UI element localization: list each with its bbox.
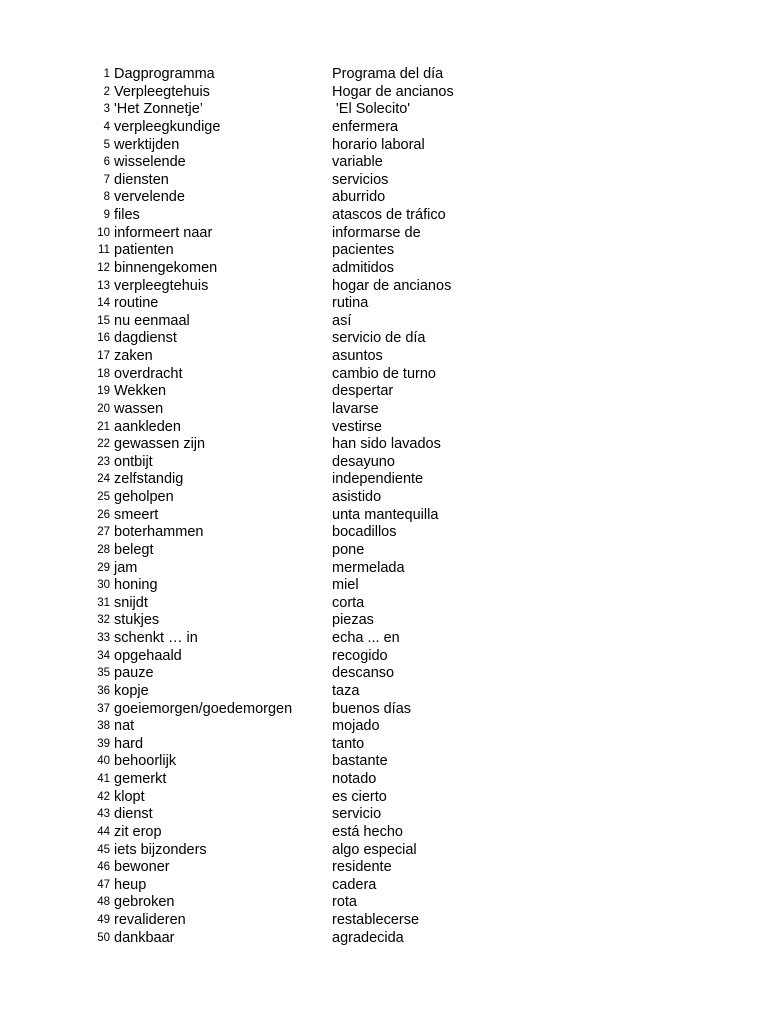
- dutch-term: belegt: [114, 541, 154, 558]
- vocab-row: [0, 242, 768, 260]
- spanish-translation: unta mantequilla: [332, 506, 439, 523]
- spanish-translation: buenos días: [332, 700, 412, 717]
- row-number: 27: [97, 526, 110, 539]
- row-number: 13: [97, 279, 110, 292]
- row-number: 12: [97, 261, 110, 274]
- row-number: 40: [97, 755, 110, 768]
- dutch-term: smeert: [114, 506, 159, 523]
- dutch-term: boterhammen: [114, 524, 204, 541]
- spanish-translation: notado: [332, 771, 377, 787]
- vocab-row: [0, 771, 768, 789]
- vocab-row: [0, 560, 768, 578]
- row-number: 16: [97, 332, 110, 345]
- row-number: 8: [103, 191, 110, 204]
- dutch-term: 'Het Zonnetje’: [114, 101, 204, 118]
- spanish-translation: enfermera: [332, 118, 399, 135]
- vocab-row: [0, 207, 768, 225]
- dutch-term: gewassen zijn: [114, 436, 206, 453]
- vocab-row: [0, 753, 768, 771]
- row-number: 41: [97, 773, 110, 785]
- spanish-translation: servicio: [332, 806, 382, 823]
- vocab-row: [0, 595, 768, 613]
- dutch-term: dienst: [114, 806, 153, 823]
- row-number: 4: [103, 120, 110, 133]
- vocab-row: [0, 137, 768, 155]
- vocab-row: [0, 542, 768, 560]
- dutch-term: binnengekomen: [114, 259, 218, 276]
- vocab-row: [0, 577, 768, 595]
- spanish-translation: vestirse: [332, 418, 382, 435]
- vocab-row: [0, 225, 768, 243]
- vocab-row: [0, 824, 768, 842]
- dutch-term: klopt: [114, 788, 145, 805]
- row-number: 34: [97, 649, 110, 662]
- spanish-translation: agradecida: [332, 929, 404, 946]
- row-number: 50: [97, 931, 110, 944]
- dutch-term: dankbaar: [114, 929, 175, 946]
- row-number: 36: [97, 684, 110, 697]
- dutch-term: wisselende: [114, 154, 186, 171]
- row-number: 24: [97, 473, 110, 486]
- vocab-row: [0, 454, 768, 472]
- vocab-row: [0, 419, 768, 437]
- dutch-term: stukjes: [114, 612, 160, 629]
- vocab-row: [0, 630, 768, 648]
- spanish-translation: recogido: [332, 647, 388, 664]
- row-number: 28: [97, 543, 110, 556]
- row-number: 18: [97, 367, 110, 380]
- row-number: 29: [97, 561, 110, 574]
- dutch-term: routine: [114, 295, 159, 312]
- spanish-translation: horario laboral: [332, 136, 425, 153]
- vocab-row: [0, 612, 768, 630]
- dutch-term: nat: [114, 718, 135, 735]
- vocab-row: [0, 648, 768, 666]
- spanish-translation: Hogar de ancianos: [332, 83, 454, 100]
- spanish-translation: descanso: [332, 665, 395, 682]
- vocab-row: [0, 718, 768, 736]
- spanish-translation: mojado: [332, 718, 380, 735]
- vocab-row: [0, 471, 768, 489]
- dutch-term: zaken: [114, 348, 153, 364]
- vocabulary-list: [0, 66, 768, 947]
- vocab-row: [0, 789, 768, 807]
- vocab-row: [0, 842, 768, 860]
- row-number: 23: [97, 455, 110, 468]
- vocab-row: [0, 330, 768, 348]
- row-number: 17: [97, 350, 110, 362]
- vocab-row: [0, 401, 768, 419]
- spanish-translation: mermelada: [332, 559, 405, 576]
- vocab-row: [0, 806, 768, 824]
- dutch-term: hard: [114, 735, 144, 752]
- dutch-term: gebroken: [114, 894, 175, 911]
- row-number: 7: [103, 173, 110, 186]
- row-number: 44: [97, 825, 110, 838]
- spanish-translation: pacientes: [332, 242, 395, 259]
- vocab-row: [0, 154, 768, 172]
- vocab-row: [0, 66, 768, 84]
- spanish-translation: servicios: [332, 171, 389, 188]
- row-number: 6: [103, 156, 110, 169]
- spanish-translation: corta: [332, 594, 365, 611]
- row-number: 35: [97, 667, 110, 680]
- row-number: 11: [98, 244, 110, 257]
- spanish-translation: así: [332, 312, 352, 329]
- dutch-term: heup: [114, 876, 147, 893]
- vocab-row: [0, 507, 768, 525]
- vocab-row: [0, 101, 768, 119]
- row-number: 5: [103, 138, 110, 151]
- row-number: 20: [97, 402, 110, 415]
- vocab-row: [0, 489, 768, 507]
- row-number: 19: [97, 385, 110, 398]
- spanish-translation: está hecho: [332, 823, 403, 840]
- dutch-term: kopje: [114, 682, 149, 699]
- row-number: 38: [97, 720, 110, 733]
- dutch-term: ontbijt: [114, 453, 153, 470]
- row-number: 3: [103, 103, 110, 116]
- dutch-term: aankleden: [114, 418, 181, 435]
- row-number: 14: [97, 297, 110, 310]
- dutch-term: diensten: [114, 171, 169, 188]
- row-number: 15: [97, 314, 110, 327]
- row-number: 45: [97, 843, 110, 856]
- dutch-term: jam: [114, 559, 138, 576]
- dutch-term: dagdienst: [114, 330, 177, 347]
- row-number: 9: [103, 209, 110, 221]
- dutch-term: verpleegtehuis: [114, 277, 209, 294]
- spanish-translation: restablecerse: [332, 912, 420, 928]
- row-number: 48: [97, 896, 110, 909]
- row-number: 43: [97, 808, 110, 821]
- spanish-translation: asuntos: [332, 348, 383, 364]
- dutch-term: honing: [114, 577, 158, 594]
- vocab-row: [0, 313, 768, 331]
- spanish-translation: atascos de tráfico: [332, 207, 446, 223]
- row-number: 33: [97, 632, 110, 644]
- dutch-term: gemerkt: [114, 771, 167, 787]
- spanish-translation: informarse de: [332, 224, 421, 241]
- spanish-translation: rota: [332, 894, 357, 911]
- row-number: 42: [97, 790, 110, 803]
- row-number: 10: [97, 226, 110, 239]
- dutch-term: zelfstandig: [114, 471, 184, 488]
- spanish-translation: Programa del día: [332, 66, 444, 82]
- row-number: 39: [97, 737, 110, 750]
- spanish-translation: residente: [332, 859, 392, 876]
- spanish-translation: desayuno: [332, 453, 395, 470]
- vocab-row: [0, 930, 768, 948]
- dutch-term: wassen: [114, 400, 164, 417]
- spanish-translation: echa ... en: [332, 630, 400, 646]
- vocab-row: [0, 172, 768, 190]
- row-number: 32: [97, 614, 110, 627]
- vocab-row: [0, 383, 768, 401]
- dutch-term: nu eenmaal: [114, 312, 190, 329]
- vocab-row: [0, 348, 768, 366]
- row-number: 37: [97, 702, 110, 715]
- row-number: 31: [97, 596, 110, 609]
- spanish-translation: bastante: [332, 753, 388, 770]
- spanish-translation: algo especial: [332, 841, 417, 858]
- row-number: 25: [97, 491, 110, 503]
- dutch-term: Wekken: [114, 383, 167, 400]
- vocab-row: [0, 436, 768, 454]
- vocab-row: [0, 366, 768, 384]
- vocab-row: [0, 912, 768, 930]
- row-number: 46: [97, 861, 110, 874]
- dutch-term: schenkt … in: [114, 630, 198, 646]
- dutch-term: overdracht: [114, 365, 183, 382]
- dutch-term: vervelende: [114, 189, 185, 206]
- spanish-translation: es cierto: [332, 788, 387, 805]
- vocab-row: [0, 736, 768, 754]
- dutch-term: behoorlijk: [114, 753, 177, 770]
- spanish-translation: despertar: [332, 383, 394, 400]
- dutch-term: Verpleegtehuis: [114, 83, 210, 100]
- vocab-row: [0, 260, 768, 278]
- vocab-row: [0, 84, 768, 102]
- dutch-term: geholpen: [114, 489, 174, 505]
- row-number: 30: [97, 579, 110, 592]
- vocab-row: [0, 859, 768, 877]
- spanish-translation: rutina: [332, 295, 369, 312]
- spanish-translation: cadera: [332, 876, 377, 893]
- vocab-row: [0, 877, 768, 895]
- vocab-row: [0, 524, 768, 542]
- spanish-translation: admitidos: [332, 259, 395, 276]
- spanish-translation: pone: [332, 541, 365, 558]
- spanish-translation: piezas: [332, 612, 374, 629]
- row-number: 1: [103, 68, 110, 80]
- dutch-term: snijdt: [114, 594, 148, 611]
- dutch-term: revalideren: [114, 912, 186, 928]
- dutch-term: informeert naar: [114, 224, 213, 241]
- spanish-translation: han sido lavados: [332, 436, 441, 453]
- dutch-term: opgehaald: [114, 647, 182, 664]
- dutch-term: files: [114, 207, 140, 223]
- row-number: 22: [97, 438, 110, 451]
- spanish-translation: 'El Solecito': [332, 101, 411, 118]
- dutch-term: goeiemorgen/goedemorgen: [114, 700, 293, 717]
- dutch-term: patienten: [114, 242, 174, 259]
- dutch-term: werktijden: [114, 136, 180, 153]
- row-number: 2: [103, 85, 110, 98]
- spanish-translation: asistido: [332, 489, 382, 505]
- spanish-translation: servicio de día: [332, 330, 426, 347]
- vocab-row: [0, 665, 768, 683]
- row-number: 49: [97, 914, 110, 926]
- spanish-translation: miel: [332, 577, 359, 594]
- spanish-translation: aburrido: [332, 189, 386, 206]
- dutch-term: bewoner: [114, 859, 170, 876]
- spanish-translation: independiente: [332, 471, 424, 488]
- spanish-translation: taza: [332, 682, 360, 699]
- row-number: 26: [97, 508, 110, 521]
- dutch-term: pauze: [114, 665, 154, 682]
- spanish-translation: variable: [332, 154, 383, 171]
- vocab-row: [0, 894, 768, 912]
- spanish-translation: lavarse: [332, 400, 379, 417]
- vocab-row: [0, 119, 768, 137]
- spanish-translation: tanto: [332, 735, 365, 752]
- spanish-translation: bocadillos: [332, 524, 397, 541]
- dutch-term: zit erop: [114, 823, 162, 840]
- vocab-row: [0, 295, 768, 313]
- dutch-term: iets bijzonders: [114, 841, 207, 858]
- vocab-row: [0, 189, 768, 207]
- dutch-term: Dagprogramma: [114, 66, 215, 82]
- spanish-translation: cambio de turno: [332, 365, 436, 382]
- row-number: 21: [97, 420, 110, 433]
- vocab-row: [0, 278, 768, 296]
- spanish-translation: hogar de ancianos: [332, 277, 452, 294]
- dutch-term: verpleegkundige: [114, 118, 221, 135]
- vocab-row: [0, 701, 768, 719]
- row-number: 47: [97, 878, 110, 891]
- vocab-row: [0, 683, 768, 701]
